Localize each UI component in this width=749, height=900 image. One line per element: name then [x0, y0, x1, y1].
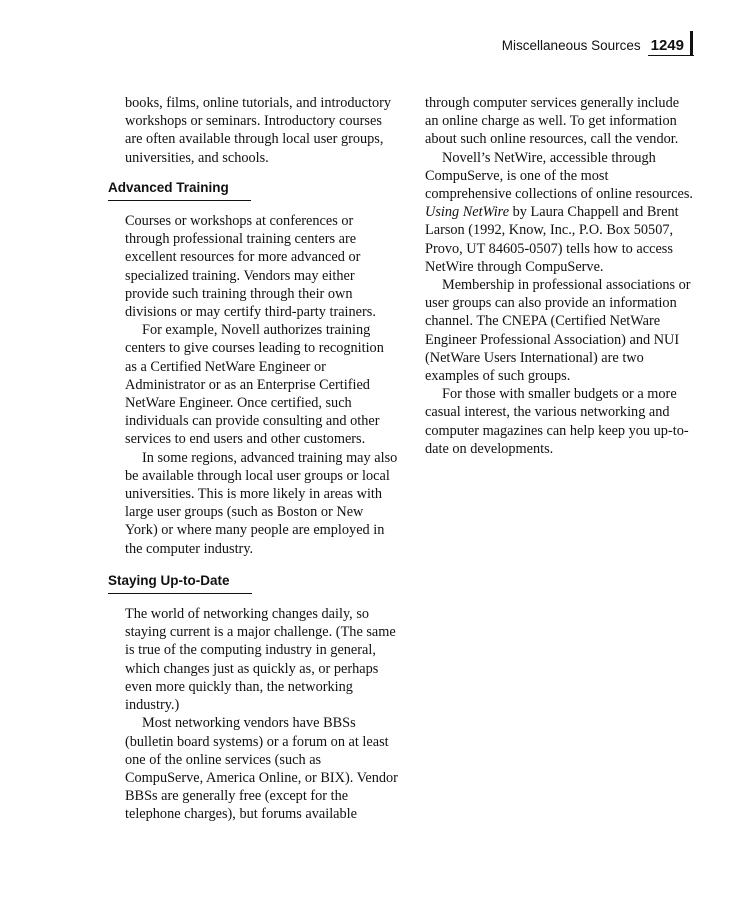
section-body — [125, 605, 398, 823]
section-body — [125, 212, 398, 558]
paragraph: Most networking vendors have BBSs (bulletin board systems) or a forum on at least one of the online services (such as CompuServe, America Online, or BIX). Vendor BBSs are generally free (except for the telephone charges), but forums available — [125, 715, 398, 823]
text-run: Novell’s NetWire, accessible through CompuServe, is one of the most comprehensive collections of online resources. — [425, 149, 693, 203]
header-rule — [648, 55, 694, 56]
running-head-title: Miscellaneous Sources — [501, 38, 641, 53]
paragraph: In some regions, advanced training may also be available through local user groups or local universities. This is more likely in areas with large user groups (such as Boston or New York) or where many people are employed in the computer industry. — [125, 449, 398, 557]
section-advanced-training — [108, 179, 398, 558]
text-run: by Laura Chappell and Brent Larson (1992, Know, Inc., P.O. Box 50507, Provo, UT 84605-0507) tells how to access NetWire through CompuServe. — [425, 204, 679, 275]
section-heading: Advanced Training — [108, 179, 251, 201]
intro-paragraph: books, films, online tutorials, and introductory workshops or seminars. Introductory courses are often available through local user groups, universities, and schools. — [125, 95, 392, 166]
running-header — [502, 30, 693, 56]
paragraph: through computer services generally include an online charge as well. To get information about such online resources, call the vendor. — [425, 95, 680, 148]
paragraph: The world of networking changes daily, so staying current is a major challenge. (The same is true of the computing industry in general, which changes just as quickly as, or perhaps even more quickly than, the networking industry.) — [125, 606, 396, 714]
paragraph: For those with smaller budgets or a more casual interest, the various networking and computer magazines can help keep you up-to-date on developments. — [425, 386, 689, 457]
page-number: 1249 — [651, 31, 693, 56]
right-column — [425, 94, 695, 458]
section-heading: Staying Up-to-Date — [108, 572, 252, 594]
book-title: Using NetWire — [425, 204, 510, 221]
paragraph: For example, Novell authorizes training centers to give courses leading to recognition as a Certified NetWare Engineer or Administrator or as an Enterprise Certified NetWare Engineer. Once certified, such individuals can provide consulting and other services to end users and other customers. — [125, 322, 384, 448]
paragraph: Membership in professional associations or user groups can also provide an information channel. The CNEPA (Certified NetWare Engineer Professional Association) and NUI (NetWare Users International) are two examples of such groups. — [425, 277, 691, 385]
left-column — [108, 94, 398, 824]
paragraph — [425, 149, 695, 276]
paragraph: Courses or workshops at conferences or through professional training centers are excellent resources for more advanced or specialized training. Vendors may either provide such training through their own divisions or may certify third-party trainers. — [125, 213, 376, 321]
section-staying-up-to-date — [108, 572, 398, 824]
